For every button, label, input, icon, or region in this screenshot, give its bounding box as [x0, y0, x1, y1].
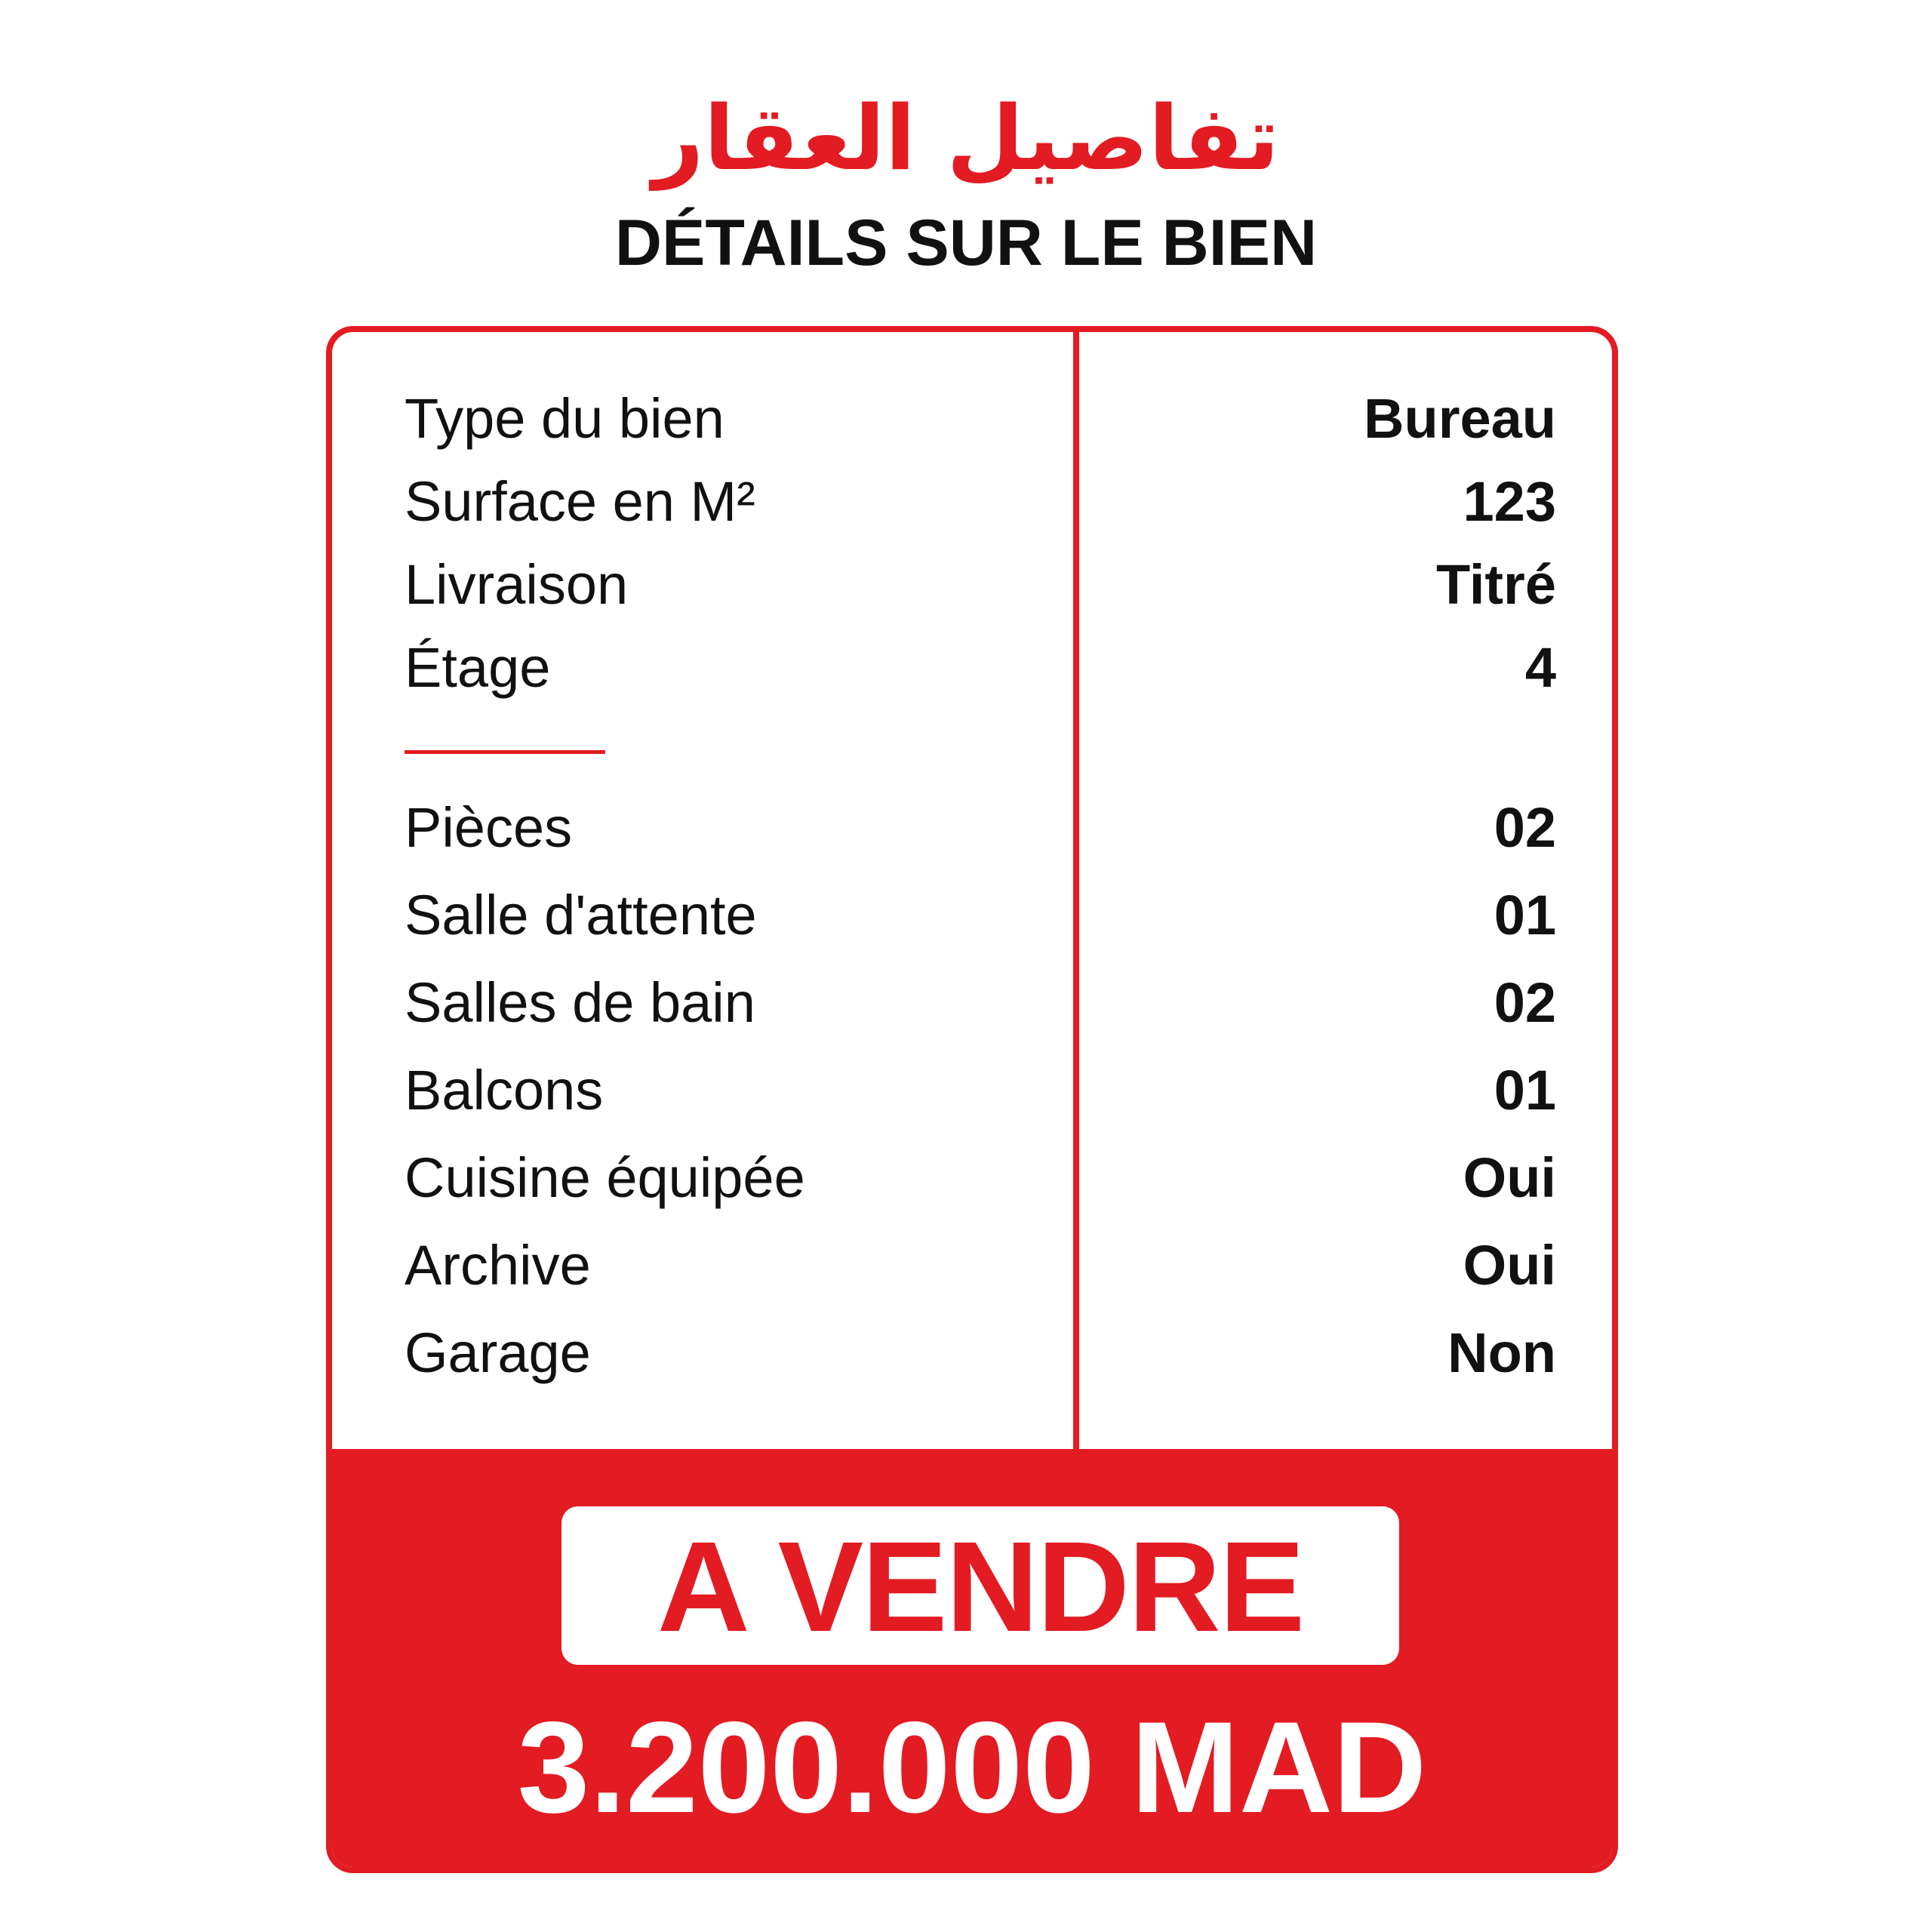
detail-value-pieces: 02	[1494, 796, 1556, 859]
price-value: 3.200.000 MAD	[517, 1695, 1427, 1840]
column-divider	[1073, 332, 1079, 1449]
detail-value-livraison: Titré	[1435, 553, 1556, 616]
detail-value-balcons: 01	[1494, 1059, 1556, 1121]
detail-label-type: Type du bien	[405, 387, 724, 450]
detail-value-type: Bureau	[1364, 387, 1556, 450]
detail-label-cuisine: Cuisine équipée	[405, 1146, 805, 1209]
detail-label-etage: Étage	[405, 636, 551, 699]
property-details-card	[326, 326, 1618, 1873]
detail-value-cuisine: Oui	[1463, 1146, 1556, 1209]
detail-value-garage: Non	[1447, 1321, 1556, 1384]
detail-label-archive: Archive	[405, 1234, 591, 1297]
detail-value-etage: 4	[1524, 636, 1556, 699]
detail-label-livraison: Livraison	[405, 553, 629, 616]
detail-label-garage: Garage	[405, 1321, 591, 1384]
for-sale-badge: A VENDRE	[561, 1506, 1399, 1665]
detail-label-surface: Surface en M²	[405, 470, 755, 533]
title-arabic: تفاصيل العقار	[652, 86, 1280, 190]
detail-label-balcons: Balcons	[405, 1059, 604, 1121]
detail-value-surface: 123	[1463, 470, 1556, 533]
detail-value-salles-bain: 02	[1494, 971, 1556, 1034]
detail-label-salle-attente: Salle d'attente	[405, 884, 757, 946]
detail-value-salle-attente: 01	[1494, 884, 1556, 946]
detail-label-salles-bain: Salles de bain	[405, 971, 755, 1034]
detail-value-archive: Oui	[1463, 1234, 1556, 1297]
title-french: DÉTAILS SUR LE BIEN	[614, 207, 1318, 279]
section-divider	[405, 750, 605, 754]
price-footer	[332, 1449, 1612, 1873]
detail-label-pieces: Pièces	[405, 796, 573, 859]
